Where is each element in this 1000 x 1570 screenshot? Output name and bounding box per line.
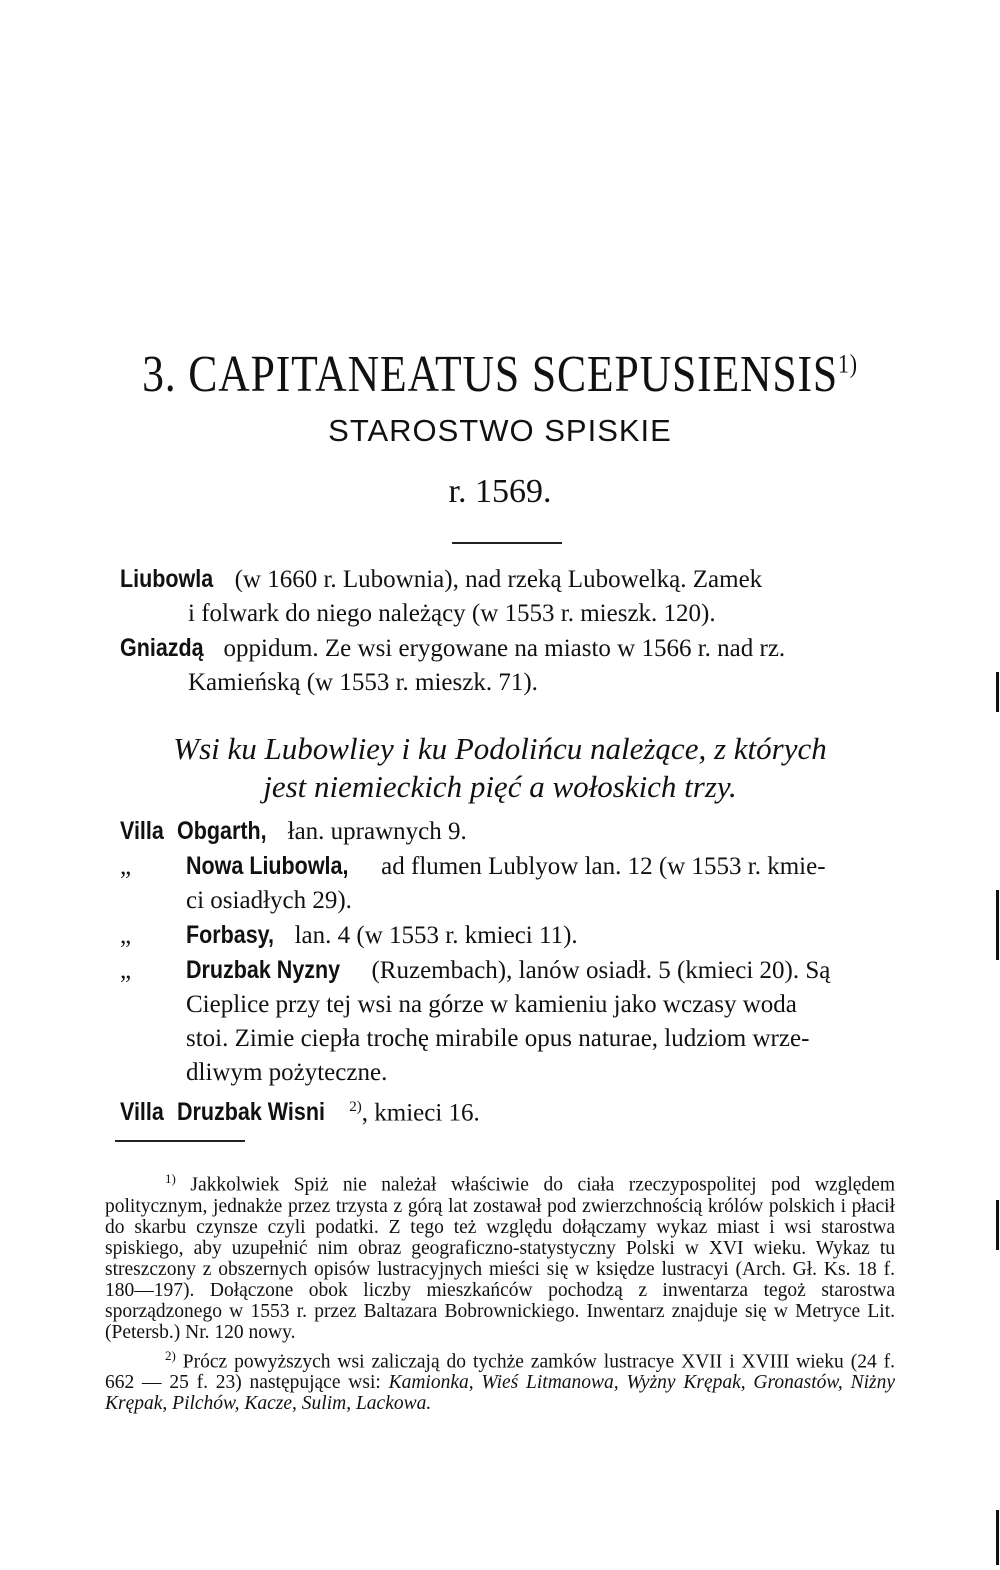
village-text-cont: Cieplice przy tej wsi na górze w kamieniu jako wczasy woda: [186, 991, 797, 1018]
entry-gniazda-cont: Kamieńską (w 1553 r. mieszk. 71).: [188, 669, 538, 696]
footnote-text: Prócz powyższych wsi zaliczają do tychże zamków lustracye XVII i XVIII wieku (24 f. 662 — 25 f. 23) następujące wsi:: [105, 1351, 895, 1393]
scan-edge-mark: [996, 890, 999, 960]
footnote-text: Jakkolwiek Spiż nie należał właściwie do ciała rzeczypospolitej pod względem politycznym, jednakże przez trzysta z górą lat zostawał pod zwierzchnością królów polskich i płacił do skarbu czynsze czyli podatki. Z tego też względu dołączamy wykaz miast i wsi starostwa spiskiego, aby uzupełnić nim obraz geograficzno-statystyczny Polski w XVI wieku. Wykaz tu streszczony z obszernych opisów lustracyjnych mieści się w księdze lustracyi (Arch. Gł. Ks. 18 f. 180—197). Dołączone obok liczby mieszkańców pochodzą z inwentarza tegoż starostwa sporządzonego w 1553 r. przez Baltazara Bobrownickiego. Inwentarz znajduje się w Metryce Lit. (Petersb.) Nr. 120 nowy.: [105, 1174, 896, 1343]
village-name: Obgarth,: [177, 817, 267, 845]
ditto-mark: „: [120, 922, 132, 949]
entry-text: oppidum. Ze wsi erygowane na miasto w 1566 r. nad rz.: [223, 635, 786, 662]
footnote-number: 2): [165, 1347, 176, 1363]
section-heading-line: jest niemieckich pięć a wołoskich trzy.: [263, 769, 737, 804]
section-heading-line: Wsi ku Lubowliey i ku Podolińcu należące, z których: [173, 731, 827, 766]
chapter-title-footnote-ref: 1): [838, 349, 858, 379]
entry-name: Liubowla: [120, 565, 214, 593]
section-heading: [0, 730, 1000, 806]
village-text: , kmieci 16.: [361, 1099, 480, 1127]
village-nowa-liubowla: [120, 849, 905, 884]
village-obgarth: [120, 814, 905, 849]
village-prefix: Villa: [120, 817, 164, 845]
chapter-title-text: 3. CAPITANEATUS SCEPUSIENSIS: [142, 346, 839, 403]
footnote-ref: 2): [349, 1099, 362, 1115]
scan-edge-mark: [996, 1510, 999, 1565]
village-name: Forbasy,: [186, 921, 275, 949]
footnotes: [105, 1168, 895, 1414]
village-druzbak-wisni: [120, 1090, 905, 1130]
village-name: Druzbak Nyzny: [186, 956, 341, 984]
towns-block: [120, 562, 905, 700]
footnote-number: 1): [165, 1171, 176, 1186]
chapter-title: [80, 345, 920, 404]
village-text-cont: stoi. Zimie ciepła trochę mirabile opus naturae, ludziom wrze-: [186, 1025, 810, 1052]
village-name: Nowa Liubowla,: [186, 852, 349, 880]
entry-gniazda: [120, 631, 905, 666]
ditto-mark: „: [120, 853, 132, 880]
scan-edge-mark: [996, 672, 999, 712]
footnote-village-list: Kamionka, Wieś Litmanowa, Wyżny Krępak, Gronastów, Niżny Krępak, Pilchów, Kacze, Sulim, Lackowa.: [105, 1372, 896, 1414]
village-prefix: Villa: [120, 1098, 164, 1127]
village-text: lan. 4 (w 1553 r. kmieci 11).: [294, 922, 578, 949]
village-forbasy: [120, 918, 905, 953]
chapter-subtitle: STAROSTWO SPISKIE: [328, 413, 672, 448]
footnote-2: [105, 1345, 895, 1415]
village-text-cont: ci osiadłych 29).: [186, 887, 352, 914]
ditto-mark: „: [120, 957, 132, 984]
chapter-year: r. 1569.: [448, 473, 552, 510]
footnote-divider: [115, 1140, 245, 1142]
village-text-cont: dliwym pożyteczne.: [186, 1059, 388, 1086]
villages-block: [120, 814, 905, 1130]
village-druzbak-nyzny: [120, 953, 905, 988]
footnote-1: [105, 1168, 895, 1343]
village-text: (Ruzembach), lanów osiadł. 5 (kmieci 20). Są: [371, 957, 831, 984]
village-text: łan. uprawnych 9.: [287, 818, 467, 845]
entry-text: (w 1660 r. Lubownia), nad rzeką Lubowelką. Zamek: [234, 566, 763, 593]
entry-liubowla-cont: i folwark do niego należący (w 1553 r. mieszk. 120).: [188, 600, 716, 627]
village-name: Druzbak Wisni: [177, 1098, 326, 1127]
entry-name: Gniazdą: [120, 634, 204, 662]
title-divider: [452, 542, 562, 544]
scan-edge-mark: [996, 1200, 999, 1250]
entry-liubowla: [120, 562, 905, 597]
village-text: ad flumen Lublyow lan. 12 (w 1553 r. kmie-: [381, 853, 826, 880]
